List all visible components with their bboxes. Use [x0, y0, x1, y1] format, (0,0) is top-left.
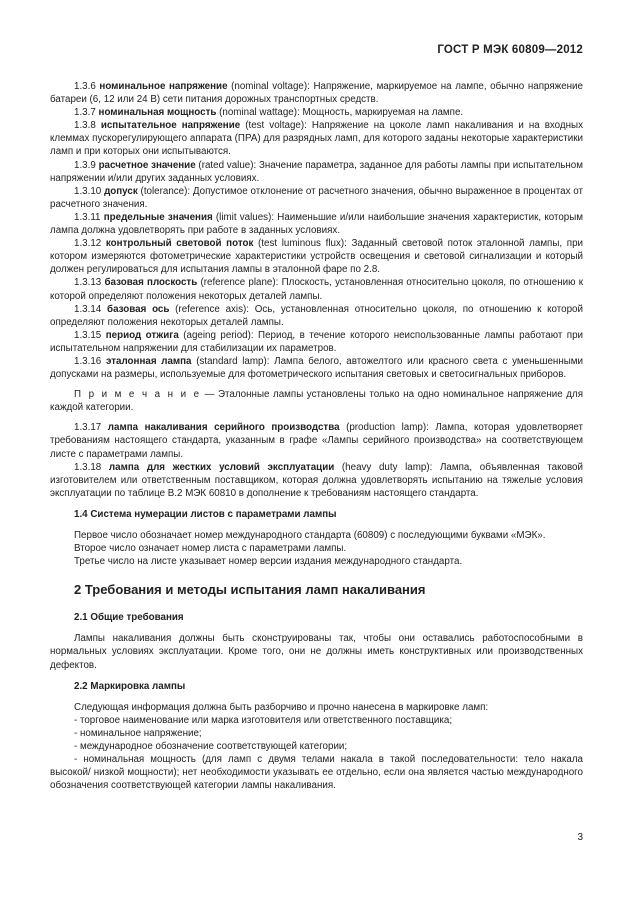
term-text: (nominal wattage): Мощность, маркируемая на лампе.: [216, 107, 464, 119]
section-2-heading: 2 Требования и методы испытания ламп накаливания: [74, 582, 426, 598]
marking-intro: Следующая информация должна быть разборчиво и прочно нанесена в маркировке ламп:: [74, 701, 489, 713]
term-text: (reference plane): Плоскость, установленная относительно цоколя, по отношению к которой определяют положения некоторых деталей лампы.: [50, 277, 583, 302]
sec14-line-3: Третье число на листе указывает номер версии издания международного стандарта.: [74, 556, 463, 568]
term-number: 1.3.11: [74, 211, 101, 223]
term-name: номинальное напряжение: [99, 81, 228, 92]
term-definition: [50, 159, 583, 185]
term-number: 1.3.16: [74, 355, 102, 367]
term-definition: [50, 421, 583, 460]
term-name: лампа накаливания серийного производства: [107, 422, 340, 434]
section-2-1-text: Лампы накаливания должны быть сконструированы так, чтобы они оставались работоспособными в нормальных условиях эксплуатации. Кроме того, они не должны иметь конструктивных или производственных дефектов.: [50, 633, 583, 671]
term-definition: [50, 355, 583, 381]
terms-list: [50, 80, 583, 381]
term-number: 1.3.6: [74, 81, 96, 92]
page-number: 3: [577, 832, 583, 843]
term-number: 1.3.17: [74, 422, 102, 434]
term-text: (heavy duty lamp): Лампа, объявленная таковой изготовителем или ответственным поставщиком, которая должна удовлетворять испытанию на тяжелые условия эксплуатации по таблице В.2 МЭК 60810 в дополнение к требованиям настоящего стандарта.: [50, 461, 583, 499]
term-definition: [50, 303, 583, 329]
note-paragraph: [50, 388, 583, 414]
term-definition: [50, 211, 583, 237]
term-name: испытательное напряжение: [100, 120, 241, 132]
term-text: (nominal voltage): Напряжение, маркируемое на лампе, обычно напряжение батареи (6, 12 или 24 В) сети питания дорожных транспортных средств.: [50, 81, 583, 106]
note-text: — Эталонные лампы установлены только на одно номинальное напряжение для каждой категории.: [50, 389, 583, 414]
section-2-2-heading: 2.2 Маркировка лампы: [74, 680, 186, 692]
term-number: 1.3.13: [74, 277, 102, 289]
term-definition: [50, 461, 583, 500]
term-text: (test voltage): Напряжение на цоколе ламп накаливания и на входных клеммах пускорегулирующего аппарата (ПРА) для разрядных ламп, для которого заданы некоторые характеристики ламп и при которых они испытываются.: [50, 120, 583, 158]
term-text: (test luminous flux): Заданный световой поток эталонной лампы, при котором измеряются фотометрические характеристики устройств освещения и световой сигнализации и который должен регулироваться для испытания лампы в эталонной фаре по 2.8.: [50, 238, 584, 276]
term-definition: [50, 276, 583, 302]
term-definition: [50, 185, 583, 211]
term-name: предельные значения: [103, 211, 213, 223]
marking-list: [50, 714, 583, 793]
list-item: - международное обозначение соответствующей категории;: [74, 741, 348, 753]
term-number: 1.3.14: [74, 303, 102, 315]
term-number: 1.3.18: [74, 461, 102, 473]
term-name: период отжига: [105, 329, 179, 341]
standard-header: ГОСТ Р МЭК 60809—2012: [437, 44, 583, 56]
term-name: базовая ось: [107, 303, 170, 315]
list-item: - номинальное напряжение;: [74, 727, 202, 739]
term-text: (reference axis): Ось, установленная относительно цоколя, по отношению к которой определяют положения некоторых деталей лампы.: [50, 303, 583, 328]
term-definition: [50, 80, 583, 106]
term-name: лампа для жестких условий эксплуатации: [108, 461, 335, 473]
term-name: контрольный световой поток: [105, 238, 254, 250]
term-text: (standard lamp): Лампа белого, автожелтого или красного света с уменьшенными допусками на размеры, используемые для фотометрического испытания световых и светосигнальных приборов.: [50, 355, 583, 381]
term-number: 1.3.9: [74, 159, 96, 171]
term-name: базовая плоскость: [104, 277, 198, 289]
list-item: - торговое наименование или марка изготовителя или ответственного поставщика;: [74, 714, 453, 726]
list-item: - номинальная мощность (для ламп с двумя телами накала в такой последовательности: тело накала высокой/ низкой мощности); нет необходимости указывать ее отдельно, если она является частью международного обозначения соответствующей категории лампы накаливания.: [50, 754, 583, 792]
section-1-4-heading: 1.4 Система нумерации листов с параметрами лампы: [74, 508, 337, 520]
term-text: (ageing period): Период, в течение которого неиспользованные лампы работают при испытательном напряжении для стабилизации их параметров.: [50, 329, 583, 354]
term-number: 1.3.15: [74, 329, 102, 341]
term-definition: [50, 106, 583, 119]
section-2-1-heading: 2.1 Общие требования: [74, 612, 184, 624]
term-definition: [50, 329, 583, 355]
term-number: 1.3.7: [74, 107, 96, 119]
term-name: номинальная мощность: [98, 107, 217, 119]
sec14-line-1: Первое число обозначает номер международного стандарта (60809) с последующими буквами «МЭК».: [74, 530, 546, 541]
term-name: расчетное значение: [98, 159, 196, 171]
term-text: (production lamp): Лампа, которая удовлетворяет требованиям настоящего стандарта, указанным в графе «Лампы серийного производства» на соответствующем листе с параметрами лампы.: [50, 422, 583, 460]
note-label: П р и м е ч а н и е: [74, 389, 202, 401]
term-text: (tolerance): Допустимое отклонение от расчетного значения, обычно выраженное в процентах от расчетного значения.: [50, 185, 583, 210]
term-name: допуск: [104, 185, 138, 197]
term-text: (limit values): Наименьшие и/или наибольшие значения характеристик, которым лампа должна удовлетворять при работе в заданных условиях.: [50, 211, 584, 237]
term-definition: [50, 237, 583, 276]
term-definition: [50, 119, 583, 158]
term-number: 1.3.10: [74, 185, 102, 197]
term-name: эталонная лампа: [105, 355, 192, 367]
document-body: [50, 80, 583, 792]
term-number: 1.3.12: [74, 238, 102, 250]
sec14-line-2: Второе число означает номер листа с параметрами лампы.: [74, 543, 347, 555]
term-text: (rated value): Значение параметра, заданное для работы лампы при испытательном напряжении и/или других заданных условиях.: [50, 159, 583, 184]
term-number: 1.3.8: [74, 120, 96, 132]
terms-list-2: [50, 421, 583, 500]
